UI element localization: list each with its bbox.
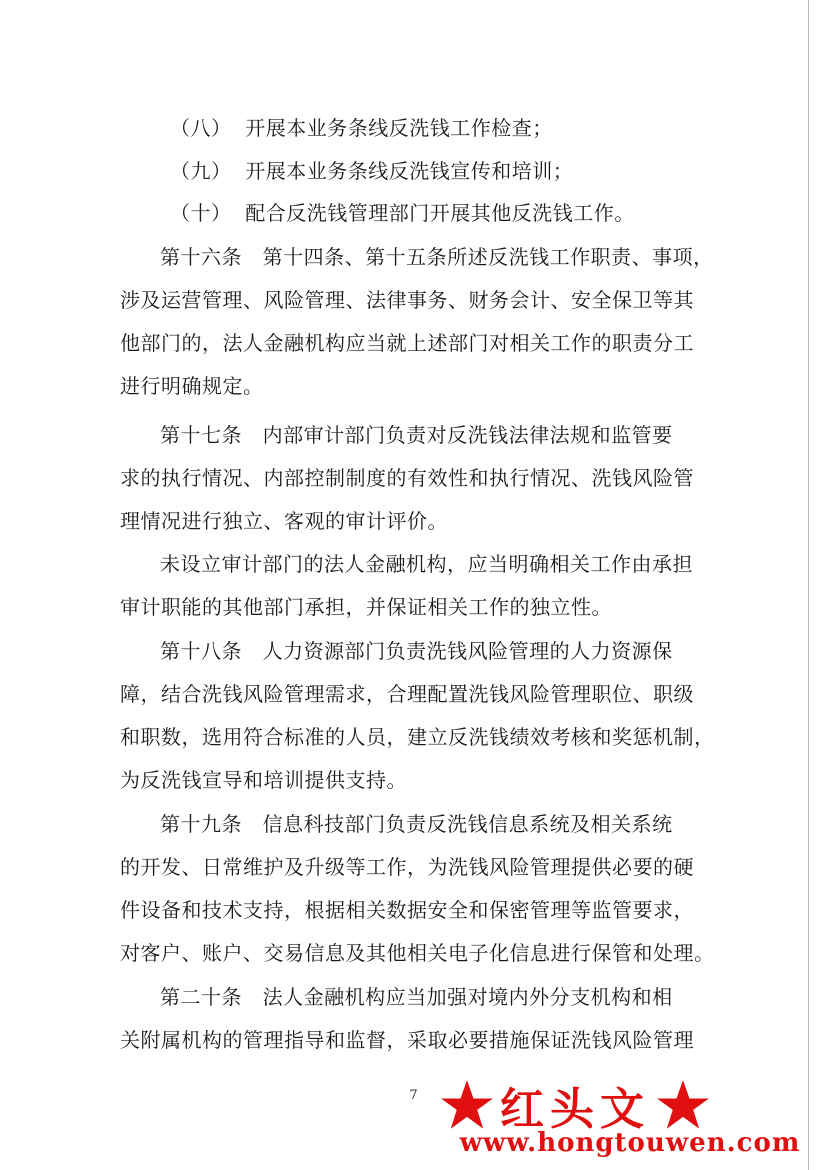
watermark-url: www.hongtouwen.com: [459, 1128, 801, 1158]
star-icon: [656, 1078, 710, 1132]
article-18-line-1: 第十八条 人力资源部门负责洗钱风险管理的人力资源保: [160, 639, 673, 663]
article-19-line-4: 对客户、账户、交易信息及其他相关电子化信息进行保管和处理。: [120, 941, 715, 965]
paragraph-audit-line-2: 审计职能的其他部门承担，并保证相关工作的独立性。: [120, 595, 612, 619]
article-19-line-1: 第十九条 信息科技部门负责反洗钱信息系统及相关系统: [160, 812, 673, 836]
list-item-10: （十） 配合反洗钱管理部门开展其他反洗钱工作。: [170, 201, 635, 225]
article-16-line-2: 涉及运营管理、风险管理、法律事务、财务会计、安全保卫等其: [120, 288, 694, 312]
article-20-line-2: 关附属机构的管理指导和监督，采取必要措施保证洗钱风险管理: [120, 1028, 694, 1052]
watermark: [440, 1080, 820, 1160]
article-19-line-3: 件设备和技术支持，根据相关数据安全和保密管理等监管要求，: [120, 898, 694, 922]
article-17-line-1: 第十七条 内部审计部门负责对反洗钱法律法规和监管要: [160, 423, 673, 447]
article-17-line-3: 理情况进行独立、客观的审计评价。: [120, 509, 448, 533]
list-item-8: （八） 开展本业务条线反洗钱工作检查；: [170, 116, 553, 140]
article-16-line-4: 进行明确规定。: [120, 374, 264, 398]
article-16-line-3: 他部门的，法人金融机构应当就上述部门对相关工作的职责分工: [120, 331, 694, 355]
article-17-line-2: 求的执行情况、内部控制制度的有效性和执行情况、洗钱风险管: [120, 466, 694, 490]
article-20-line-1: 第二十条 法人金融机构应当加强对境内外分支机构和相: [160, 985, 673, 1009]
paragraph-audit-line-1: 未设立审计部门的法人金融机构，应当明确相关工作由承担: [160, 552, 693, 576]
star-icon: [440, 1078, 494, 1132]
article-18-line-2: 障，结合洗钱风险管理需求，合理配置洗钱风险管理职位、职级: [120, 682, 694, 706]
article-18-line-4: 为反洗钱宣导和培训提供支持。: [120, 768, 407, 792]
article-18-line-3: 和职数，选用符合标准的人员，建立反洗钱绩效考核和奖惩机制，: [120, 725, 715, 749]
article-19-line-2: 的开发、日常维护及升级等工作，为洗钱风险管理提供必要的硬: [120, 855, 694, 879]
list-item-9: （九） 开展本业务条线反洗钱宣传和培训；: [170, 159, 574, 183]
article-16-line-1: 第十六条 第十四条、第十五条所述反洗钱工作职责、事项，: [160, 245, 714, 269]
watermark-title-row: [440, 1080, 710, 1135]
watermark-text: 红头文: [500, 1084, 650, 1135]
page-number: 7: [409, 1088, 418, 1103]
